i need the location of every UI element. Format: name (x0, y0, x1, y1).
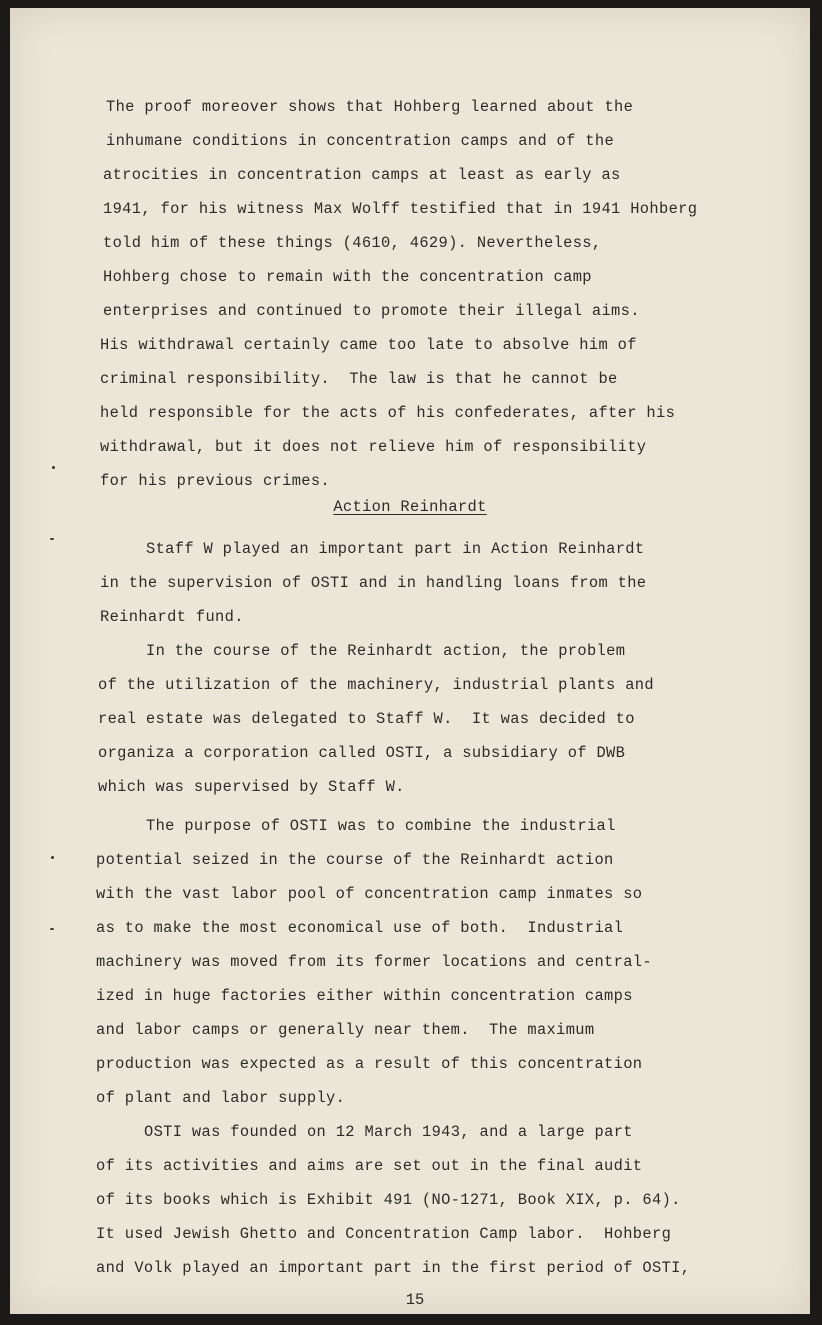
paragraph4-line-8: production was expected as a result of this concentration (96, 1055, 643, 1073)
paragraph2-line-3: Reinhardt fund. (100, 608, 244, 626)
paragraph4-line-3: with the vast labor pool of concentration camp inmates so (96, 885, 643, 903)
paragraph5-line-2: of its activities and aims are set out in the final audit (96, 1157, 643, 1175)
document-page (10, 8, 810, 1314)
paragraph4-line-1: The purpose of OSTI was to combine the industrial (146, 817, 616, 835)
margin-speck (50, 538, 54, 540)
paragraph3-line-5: which was supervised by Staff W. (98, 778, 405, 796)
margin-speck (50, 928, 54, 930)
paragraph4-line-2: potential seized in the course of the Reinhardt action (96, 851, 614, 869)
paragraph1-line-1: The proof moreover shows that Hohberg learned about the (106, 98, 634, 116)
paragraph4-line-6: ized in huge factories either within concentration camps (96, 987, 633, 1005)
paragraph1-line-8: His withdrawal certainly came too late to absolve him of (100, 336, 637, 354)
paragraph3-line-1: In the course of the Reinhardt action, the problem (146, 642, 626, 660)
margin-speck (51, 856, 54, 859)
paragraph4-line-4: as to make the most economical use of both. Industrial (96, 919, 624, 937)
page-number: 15 (405, 1291, 425, 1309)
paragraph4-line-5: machinery was moved from its former locations and central- (96, 953, 652, 971)
paragraph5-line-1: OSTI was founded on 12 March 1943, and a large part (144, 1123, 633, 1141)
paragraph1-line-3: atrocities in concentration camps at least as early as (103, 166, 621, 184)
paragraph1-line-7: enterprises and continued to promote their illegal aims. (103, 302, 640, 320)
paragraph3-line-2: of the utilization of the machinery, industrial plants and (98, 676, 654, 694)
paragraph2-line-2: in the supervision of OSTI and in handling loans from the (100, 574, 647, 592)
paragraph1-line-2: inhumane conditions in concentration camps and of the (106, 132, 615, 150)
section-heading: Action Reinhardt (333, 498, 487, 516)
paragraph5-line-4: It used Jewish Ghetto and Concentration Camp labor. Hohberg (96, 1225, 672, 1243)
paragraph4-line-9: of plant and labor supply. (96, 1089, 346, 1107)
paragraph1-line-5: told him of these things (4610, 4629). Nevertheless, (103, 234, 602, 252)
paragraph1-line-12: for his previous crimes. (100, 472, 331, 490)
paragraph1-line-11: withdrawal, but it does not relieve him of responsibility (100, 438, 647, 456)
paragraph3-line-4: organiza a corporation called OSTI, a subsidiary of DWB (98, 744, 626, 762)
paragraph4-line-7: and labor camps or generally near them. The maximum (96, 1021, 595, 1039)
margin-speck (52, 466, 55, 469)
paragraph5-line-3: of its books which is Exhibit 491 (NO-1271, Book XIX, p. 64). (96, 1191, 681, 1209)
paragraph1-line-4: 1941, for his witness Max Wolff testified that in 1941 Hohberg (103, 200, 698, 218)
paragraph3-line-3: real estate was delegated to Staff W. It was decided to (98, 710, 635, 728)
paragraph1-line-6: Hohberg chose to remain with the concentration camp (103, 268, 592, 286)
paragraph1-line-10: held responsible for the acts of his confederates, after his (100, 404, 676, 422)
paragraph1-line-9: criminal responsibility. The law is that he cannot be (100, 370, 618, 388)
paragraph2-line-1: Staff W played an important part in Action Reinhardt (146, 540, 645, 558)
paragraph5-line-5: and Volk played an important part in the first period of OSTI, (96, 1259, 691, 1277)
